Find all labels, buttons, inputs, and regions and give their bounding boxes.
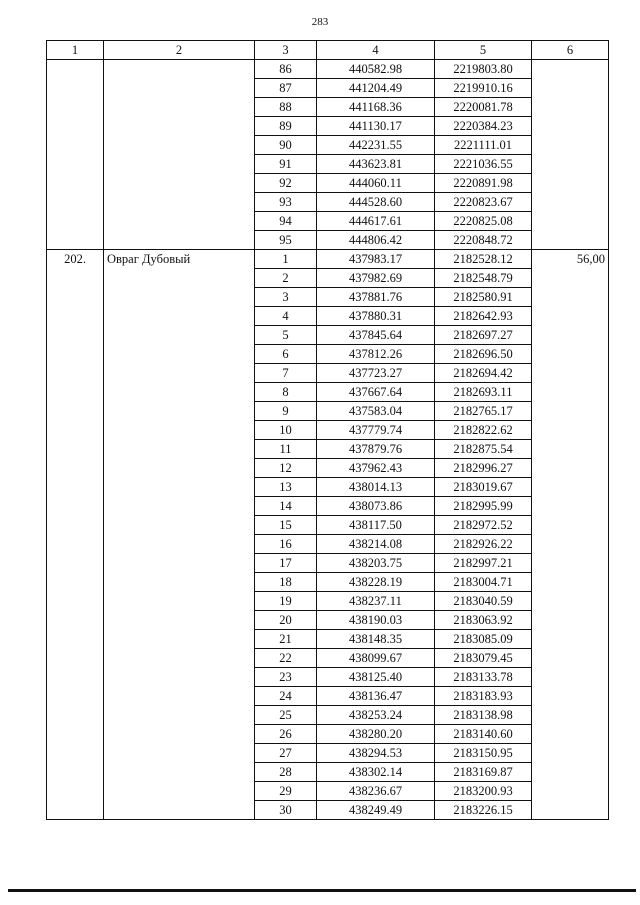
coord-y-cell: 2183079.45 (435, 649, 532, 668)
point-number-cell: 16 (255, 535, 317, 554)
point-number-cell: 29 (255, 782, 317, 801)
point-number-cell: 20 (255, 611, 317, 630)
point-number-cell: 27 (255, 744, 317, 763)
point-number-cell: 12 (255, 459, 317, 478)
coord-x-cell: 437983.17 (317, 250, 435, 269)
point-number-cell: 3 (255, 288, 317, 307)
area-cell: 56,00 (532, 250, 609, 820)
point-number-cell: 22 (255, 649, 317, 668)
coord-y-cell: 2183169.87 (435, 763, 532, 782)
point-number-cell: 90 (255, 136, 317, 155)
point-number-cell: 30 (255, 801, 317, 820)
coord-y-cell: 2182694.42 (435, 364, 532, 383)
point-number-cell: 93 (255, 193, 317, 212)
point-number-cell: 95 (255, 231, 317, 250)
coord-x-cell: 438148.35 (317, 630, 435, 649)
object-number-cell: 202. (47, 250, 104, 820)
coord-y-cell: 2182875.54 (435, 440, 532, 459)
point-number-cell: 88 (255, 98, 317, 117)
coord-y-cell: 2183040.59 (435, 592, 532, 611)
header-col-4: 4 (317, 41, 435, 60)
coord-y-cell: 2183226.15 (435, 801, 532, 820)
coord-y-cell: 2220823.67 (435, 193, 532, 212)
coord-x-cell: 437962.43 (317, 459, 435, 478)
coord-x-cell: 438117.50 (317, 516, 435, 535)
coord-y-cell: 2219803.80 (435, 60, 532, 79)
coord-x-cell: 438253.24 (317, 706, 435, 725)
coord-x-cell: 437881.76 (317, 288, 435, 307)
point-number-cell: 13 (255, 478, 317, 497)
coord-x-cell: 437812.26 (317, 345, 435, 364)
coord-x-cell: 438280.20 (317, 725, 435, 744)
coord-x-cell: 441168.36 (317, 98, 435, 117)
point-number-cell: 6 (255, 345, 317, 364)
coord-x-cell: 437667.64 (317, 383, 435, 402)
coord-x-cell: 441204.49 (317, 79, 435, 98)
coord-y-cell: 2220891.98 (435, 174, 532, 193)
coord-y-cell: 2182642.93 (435, 307, 532, 326)
coord-y-cell: 2219910.16 (435, 79, 532, 98)
table-row (47, 60, 609, 79)
coord-x-cell: 438125.40 (317, 668, 435, 687)
point-number-cell: 2 (255, 269, 317, 288)
coord-x-cell: 437879.76 (317, 440, 435, 459)
header-col-3: 3 (255, 41, 317, 60)
point-number-cell: 19 (255, 592, 317, 611)
coord-y-cell: 2183063.92 (435, 611, 532, 630)
object-name-cell (104, 60, 255, 250)
point-number-cell: 94 (255, 212, 317, 231)
area-cell (532, 60, 609, 250)
coord-y-cell: 2183150.95 (435, 744, 532, 763)
coord-x-cell: 437880.31 (317, 307, 435, 326)
coord-y-cell: 2183133.78 (435, 668, 532, 687)
coord-y-cell: 2182548.79 (435, 269, 532, 288)
coord-y-cell: 2183138.98 (435, 706, 532, 725)
coord-x-cell: 444528.60 (317, 193, 435, 212)
coord-x-cell: 437982.69 (317, 269, 435, 288)
coord-x-cell: 438014.13 (317, 478, 435, 497)
coord-y-cell: 2182996.27 (435, 459, 532, 478)
coord-x-cell: 438214.08 (317, 535, 435, 554)
coord-y-cell: 2183085.09 (435, 630, 532, 649)
table-body (47, 60, 609, 820)
point-number-cell: 10 (255, 421, 317, 440)
header-col-2: 2 (104, 41, 255, 60)
point-number-cell: 18 (255, 573, 317, 592)
table-row (47, 250, 609, 269)
coord-y-cell: 2182926.22 (435, 535, 532, 554)
point-number-cell: 4 (255, 307, 317, 326)
coord-y-cell: 2182693.11 (435, 383, 532, 402)
point-number-cell: 23 (255, 668, 317, 687)
coord-x-cell: 438228.19 (317, 573, 435, 592)
coord-y-cell: 2182697.27 (435, 326, 532, 345)
coord-y-cell: 2183200.93 (435, 782, 532, 801)
coord-x-cell: 442231.55 (317, 136, 435, 155)
point-number-cell: 26 (255, 725, 317, 744)
coord-y-cell: 2220081.78 (435, 98, 532, 117)
coord-y-cell: 2182528.12 (435, 250, 532, 269)
coord-y-cell: 2182822.62 (435, 421, 532, 440)
point-number-cell: 92 (255, 174, 317, 193)
coord-x-cell: 437779.74 (317, 421, 435, 440)
point-number-cell: 15 (255, 516, 317, 535)
coord-x-cell: 438136.47 (317, 687, 435, 706)
point-number-cell: 7 (255, 364, 317, 383)
header-col-1: 1 (47, 41, 104, 60)
header-col-6: 6 (532, 41, 609, 60)
coord-x-cell: 437845.64 (317, 326, 435, 345)
coord-x-cell: 441130.17 (317, 117, 435, 136)
point-number-cell: 25 (255, 706, 317, 725)
coord-x-cell: 438190.03 (317, 611, 435, 630)
coord-y-cell: 2220825.08 (435, 212, 532, 231)
point-number-cell: 24 (255, 687, 317, 706)
coord-y-cell: 2221111.01 (435, 136, 532, 155)
point-number-cell: 1 (255, 250, 317, 269)
coord-y-cell: 2182972.52 (435, 516, 532, 535)
coordinates-table (46, 40, 609, 820)
coord-y-cell: 2182580.91 (435, 288, 532, 307)
coord-x-cell: 438237.11 (317, 592, 435, 611)
page-number: 283 (311, 16, 329, 28)
point-number-cell: 28 (255, 763, 317, 782)
coord-x-cell: 444060.11 (317, 174, 435, 193)
coord-x-cell: 444806.42 (317, 231, 435, 250)
coord-x-cell: 438236.67 (317, 782, 435, 801)
coord-y-cell: 2182997.21 (435, 554, 532, 573)
coord-y-cell: 2183140.60 (435, 725, 532, 744)
coord-x-cell: 443623.81 (317, 155, 435, 174)
coord-y-cell: 2220848.72 (435, 231, 532, 250)
coord-x-cell: 438249.49 (317, 801, 435, 820)
object-name-cell: Овраг Дубовый (104, 250, 255, 820)
coord-x-cell: 438302.14 (317, 763, 435, 782)
coord-y-cell: 2182995.99 (435, 497, 532, 516)
point-number-cell: 8 (255, 383, 317, 402)
coord-x-cell: 438099.67 (317, 649, 435, 668)
point-number-cell: 11 (255, 440, 317, 459)
header-col-5: 5 (435, 41, 532, 60)
coord-x-cell: 438203.75 (317, 554, 435, 573)
coord-x-cell: 444617.61 (317, 212, 435, 231)
point-number-cell: 87 (255, 79, 317, 98)
coord-y-cell: 2183183.93 (435, 687, 532, 706)
coord-x-cell: 438073.86 (317, 497, 435, 516)
coord-y-cell: 2220384.23 (435, 117, 532, 136)
point-number-cell: 21 (255, 630, 317, 649)
point-number-cell: 9 (255, 402, 317, 421)
coord-x-cell: 437583.04 (317, 402, 435, 421)
header-row (47, 41, 609, 60)
coord-y-cell: 2183004.71 (435, 573, 532, 592)
coord-x-cell: 437723.27 (317, 364, 435, 383)
coord-y-cell: 2182765.17 (435, 402, 532, 421)
point-number-cell: 5 (255, 326, 317, 345)
point-number-cell: 91 (255, 155, 317, 174)
point-number-cell: 86 (255, 60, 317, 79)
point-number-cell: 89 (255, 117, 317, 136)
coord-y-cell: 2221036.55 (435, 155, 532, 174)
bottom-rule (8, 889, 636, 892)
point-number-cell: 14 (255, 497, 317, 516)
coord-x-cell: 438294.53 (317, 744, 435, 763)
coord-x-cell: 440582.98 (317, 60, 435, 79)
coord-y-cell: 2182696.50 (435, 345, 532, 364)
object-number-cell (47, 60, 104, 250)
coord-y-cell: 2183019.67 (435, 478, 532, 497)
point-number-cell: 17 (255, 554, 317, 573)
